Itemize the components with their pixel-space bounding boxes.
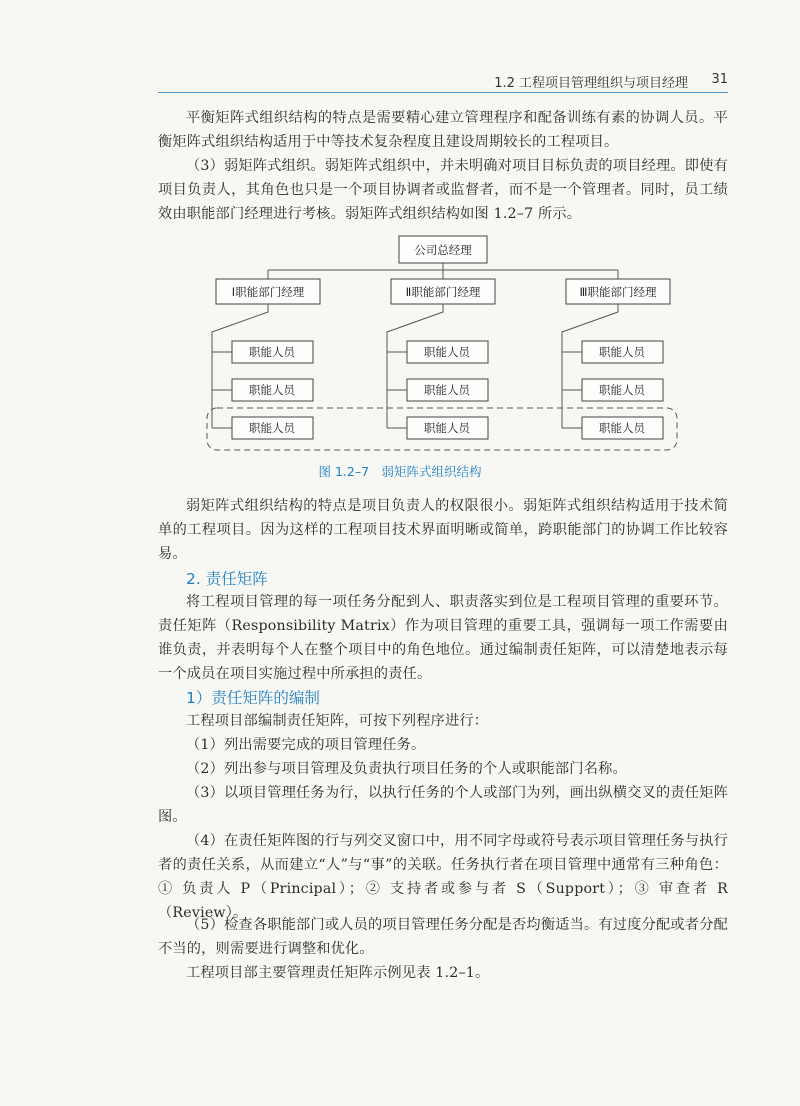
paragraph: 弱矩阵式组织结构的特点是项目负责人的权限很小。弱矩阵式组织结构适用于技术简单的工程项目。因为这样的工程项目技术界面明晰或简单，跨职能部门的协调工作比较容易。 (158, 498, 728, 562)
manager-label: Ⅰ职能部门经理 (231, 285, 305, 299)
list-item: （5）检查各职能部门或人员的项目管理任务分配是否均衡适当。有过度分配或者分配不当的，则需要进行调整和优化。 (158, 917, 728, 957)
paragraph: （3）弱矩阵式组织。弱矩阵式组织中，并未明确对项目目标负责的项目经理。即使有项目负责人，其角色也只是一个项目协调者或监督者，而不是一个管理者。同时，员工绩效由职能部门经理进行考核。弱矩阵式组织结构如图 1.2–7 所示。 (158, 158, 728, 222)
staff-label: 职能人员 (599, 421, 645, 435)
paragraph: 平衡矩阵式组织结构的特点是需要精心建立管理程序和配备训练有素的协调人员。平衡矩阵式组织结构适用于中等技术复杂程度且建设周期较长的工程项目。 (158, 110, 728, 150)
ceo-label: 公司总经理 (414, 243, 472, 257)
section-title: 1.2 工程项目管理组织与项目经理 (494, 76, 688, 91)
paragraph: 工程项目部编制责任矩阵，可按下列程序进行： (186, 713, 489, 729)
list-item: （2）列出参与项目管理及负责执行项目任务的个人或职能部门名称。 (186, 761, 627, 777)
staff-label: 职能人员 (599, 345, 645, 359)
staff-label: 职能人员 (599, 383, 645, 397)
staff-label: 职能人员 (249, 383, 295, 397)
paragraph: 将工程项目管理的每一项任务分配到人、职责落实到位是工程项目管理的重要环节。责任矩阵（Responsibility Matrix）作为项目管理的重要工具，强调每一项工作需要由谁负责，并表明每个人在整个项目中的角色地位。通过编制责任矩阵，可以清楚地表示每一个成员在项目实施过程中所承担的责任。 (158, 594, 728, 682)
staff-label: 职能人员 (249, 345, 295, 359)
manager-label: Ⅲ职能部门经理 (579, 285, 657, 299)
paragraph: 工程项目部主要管理责任矩阵示例见表 1.2–1。 (186, 965, 490, 981)
org-chart (0, 0, 800, 470)
staff-label: 职能人员 (249, 421, 295, 435)
staff-label: 职能人员 (424, 421, 470, 435)
list-item: （3）以项目管理任务为行，以执行任务的个人或部门为列，画出纵横交叉的责任矩阵图。 (158, 785, 728, 825)
manager-label: Ⅱ职能部门经理 (405, 285, 481, 299)
page-number: 31 (711, 72, 728, 87)
figure-caption: 图 1.2–7 弱矩阵式组织结构 (318, 464, 482, 479)
list-item: （1）列出需要完成的项目管理任务。 (186, 737, 426, 753)
section-heading: 2. 责任矩阵 (186, 570, 268, 588)
staff-label: 职能人员 (424, 345, 470, 359)
list-item: （4）在责任矩阵图的行与列交叉窗口中，用不同字母或符号表示项目管理任务与执行者的责任关系，从而建立“人”与“事”的关联。任务执行者在项目管理中通常有三种角色：① 负责人 P（Principal）；② 支持者或参与者 S（Support）；③ 审查者 R（Review）。 (158, 833, 728, 921)
subsection-heading: 1）责任矩阵的编制 (186, 689, 320, 707)
staff-label: 职能人员 (424, 383, 470, 397)
